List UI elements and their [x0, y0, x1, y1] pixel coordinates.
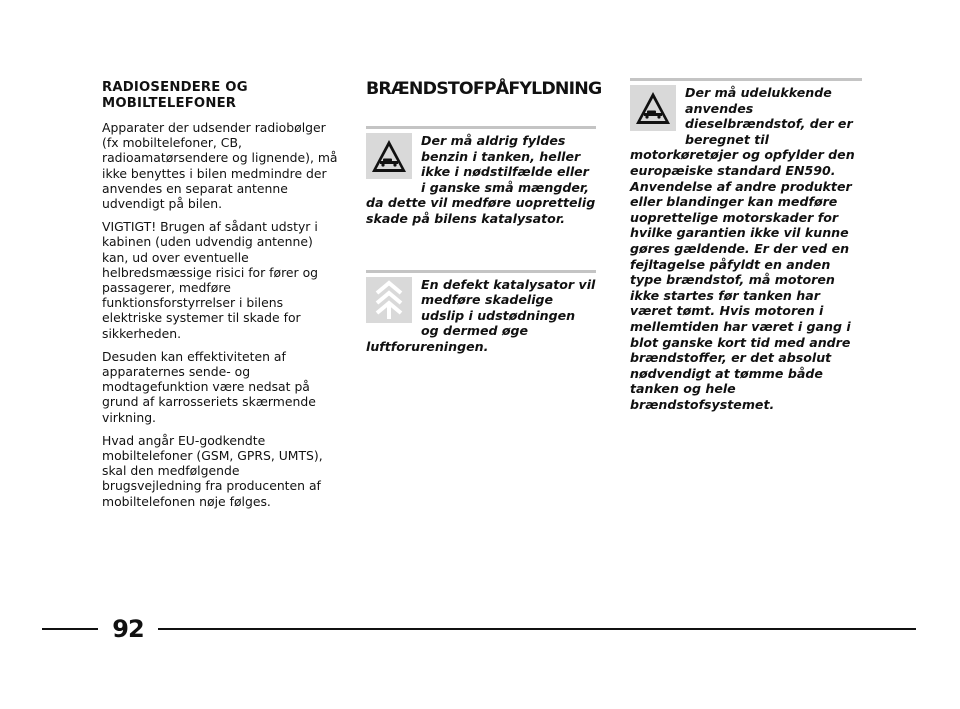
note-divider	[630, 78, 862, 81]
page-number: 92	[112, 615, 144, 643]
paragraph-1: Apparater der udsender radiobølger (fx mobiltelefoner, CB, radioamatørsendere og lignende), må ikke benyttes i bilen medmindre der anvendes en separat antenne udvendigt på bilen.	[102, 120, 338, 212]
warning-note-diesel	[630, 78, 862, 412]
footer-rule-right	[158, 628, 916, 630]
warning-note-diesel-text: Der må udelukkende anvendes dieselbrændstof, der er beregnet til motorkøretøjer og opfylder den europæiske standard EN590. Anvendelse af andre produkter eller blandinger kan medføre uoprettelige motorskader for hvilke garantien ikke vil kunne gøres gældende. Er der ved en fejltagelse påfyldt en anden type brændstof, må motoren ikke startes før tanken har været tømt. Hvis motoren i mellemtiden har været i gang i blot ganske kort tid med andre brændstoffer, er det absolut nødvendigt at tømme både tanken og hele brændstofsystemet.	[630, 85, 855, 412]
warning-triangle-icon	[366, 133, 412, 179]
warning-note-petrol	[366, 126, 596, 227]
paragraph-4: Hvad angår EU-godkendte mobiltelefoner (GSM, GPRS, UMTS), skal den medfølgende brugsvejledning fra producenten af mobiltelefonen nøje følges.	[102, 432, 323, 509]
environment-note	[366, 270, 596, 355]
section-heading-fuel: BRÆNDSTOFPÅFYLDNING	[366, 79, 602, 99]
warning-triangle-icon	[630, 85, 676, 131]
right-column	[630, 78, 862, 412]
middle-column	[366, 76, 602, 355]
note-divider	[366, 126, 596, 129]
warning-note-petrol-text: Der må aldrig fyldes benzin i tanken, heller ikke i nødstilfælde eller i ganske små mængder, da dette vil medføre uoprettelig skade på bilens katalysator.	[366, 133, 596, 226]
paragraph-2: VIGTIGT! Brugen af sådant udstyr i kabinen (uden udvendig antenne) kan, ud over eventuelle helbredsmæssige risici for fører og passagerer, medføre funktionsforstyrrelser i bilens elektriske systemer til skade for sikkerheden.	[102, 219, 319, 341]
left-column	[102, 80, 338, 517]
footer-rule-left	[42, 628, 98, 630]
tree-environment-icon	[366, 277, 412, 323]
environment-note-text: En defekt katalysator vil medføre skadelige udslip i udstødningen og dermed øge luftforureningen.	[366, 276, 596, 354]
note-divider	[366, 270, 596, 273]
paragraph-3: Desuden kan effektiviteten af apparaternes sende- og modtagefunktion være nedsat på grund af karrosseriets skærmende virkning.	[102, 348, 316, 425]
section-heading-radio: RADIOSENDERE OG MOBILTELEFONER	[102, 80, 248, 111]
